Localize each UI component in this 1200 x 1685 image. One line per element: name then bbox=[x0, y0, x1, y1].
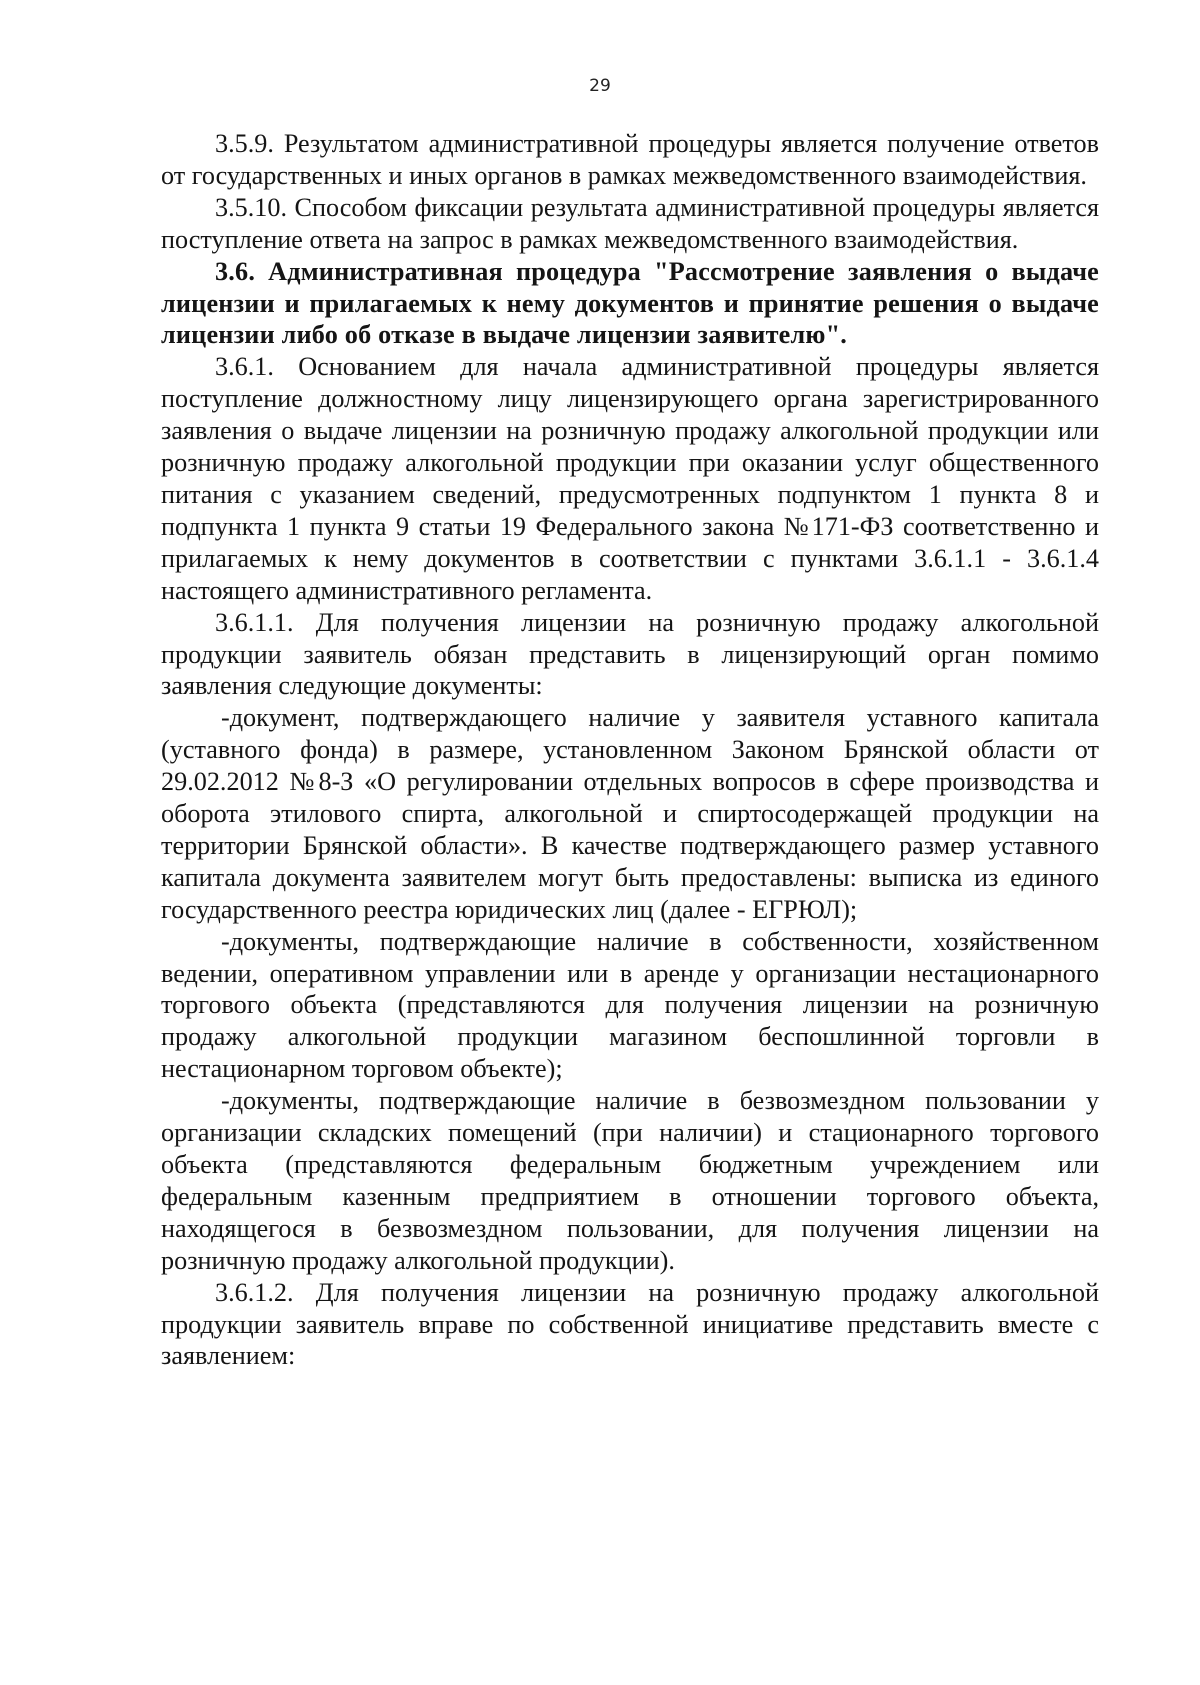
paragraph-3-5-10: 3.5.10. Способом фиксации результата административной процедуры является поступление ответа на запрос в рамках межведомственного взаимодействия. bbox=[161, 192, 1099, 254]
document-body bbox=[161, 128, 1099, 1372]
list-item-charter-capital: -документ, подтверждающего наличие у заявителя уставного капитала (уставного фонда) в размере, установленном Законом Брянской области от 29.02.2012 №8-З «О регулировании отдельных вопросов в сфере производства и оборота этилового спирта, алкогольной и спиртосодержащей продукции на территории Брянской области». В качестве подтверждающего размер уставного капитала документа заявителем могут быть предоставлены: выписка из единого государственного реестра юридических лиц (далее - ЕГРЮЛ); bbox=[161, 703, 1099, 924]
section-heading-3-6: 3.6. Административная процедура "Рассмотрение заявления о выдаче лицензии и прилагаемых к нему документов и принятие решения о выдаче лицензии либо об отказе в выдаче лицензии заявителю". bbox=[161, 256, 1099, 350]
paragraph-3-6-1: 3.6.1. Основанием для начала административной процедуры является поступление должностному лицу лицензирующего органа зарегистрированного заявления о выдаче лицензии на розничную продажу алкогольной продукции или розничную продажу алкогольной продукции при оказании услуг общественного питания с указанием сведений, предусмотренных подпунктом 1 пункта 8 и подпункта 1 пункта 9 статьи 19 Федерального закона №171-ФЗ соответственно и прилагаемых к нему документов в соответствии с пунктами 3.6.1.1 - 3.6.1.4 настоящего административного регламента. bbox=[161, 352, 1099, 605]
list-item-non-stationary-object: -документы, подтверждающие наличие в собственности, хозяйственном ведении, оперативном управлении или в аренде у организации нестационарного торгового объекта (представляются для получения лицензии на розничную продажу алкогольной продукции магазином беспошлинной торговли в нестационарном торговом объекте); bbox=[161, 926, 1099, 1084]
list-item-free-use-premises: -документы, подтверждающие наличие в безвозмездном пользовании у организации складских помещений (при наличии) и стационарного торгового объекта (представляются федеральным бюджетным учреждением или федеральным казенным предприятием в отношении торгового объекта, находящегося в безвозмездном пользовании, для получения лицензии на розничную продажу алкогольной продукции). bbox=[161, 1086, 1099, 1275]
paragraph-3-6-1-2: 3.6.1.2. Для получения лицензии на розничную продажу алкогольной продукции заявитель вправе по собственной инициативе представить вместе с заявлением: bbox=[161, 1277, 1099, 1371]
page-number: 29 bbox=[589, 76, 611, 96]
paragraph-3-6-1-1: 3.6.1.1. Для получения лицензии на розничную продажу алкогольной продукции заявитель обязан представить в лицензирующий орган помимо заявления следующие документы: bbox=[161, 607, 1099, 701]
paragraph-3-5-9: 3.5.9. Результатом административной процедуры является получение ответов от государственных и иных органов в рамках межведомственного взаимодействия. bbox=[161, 129, 1099, 190]
